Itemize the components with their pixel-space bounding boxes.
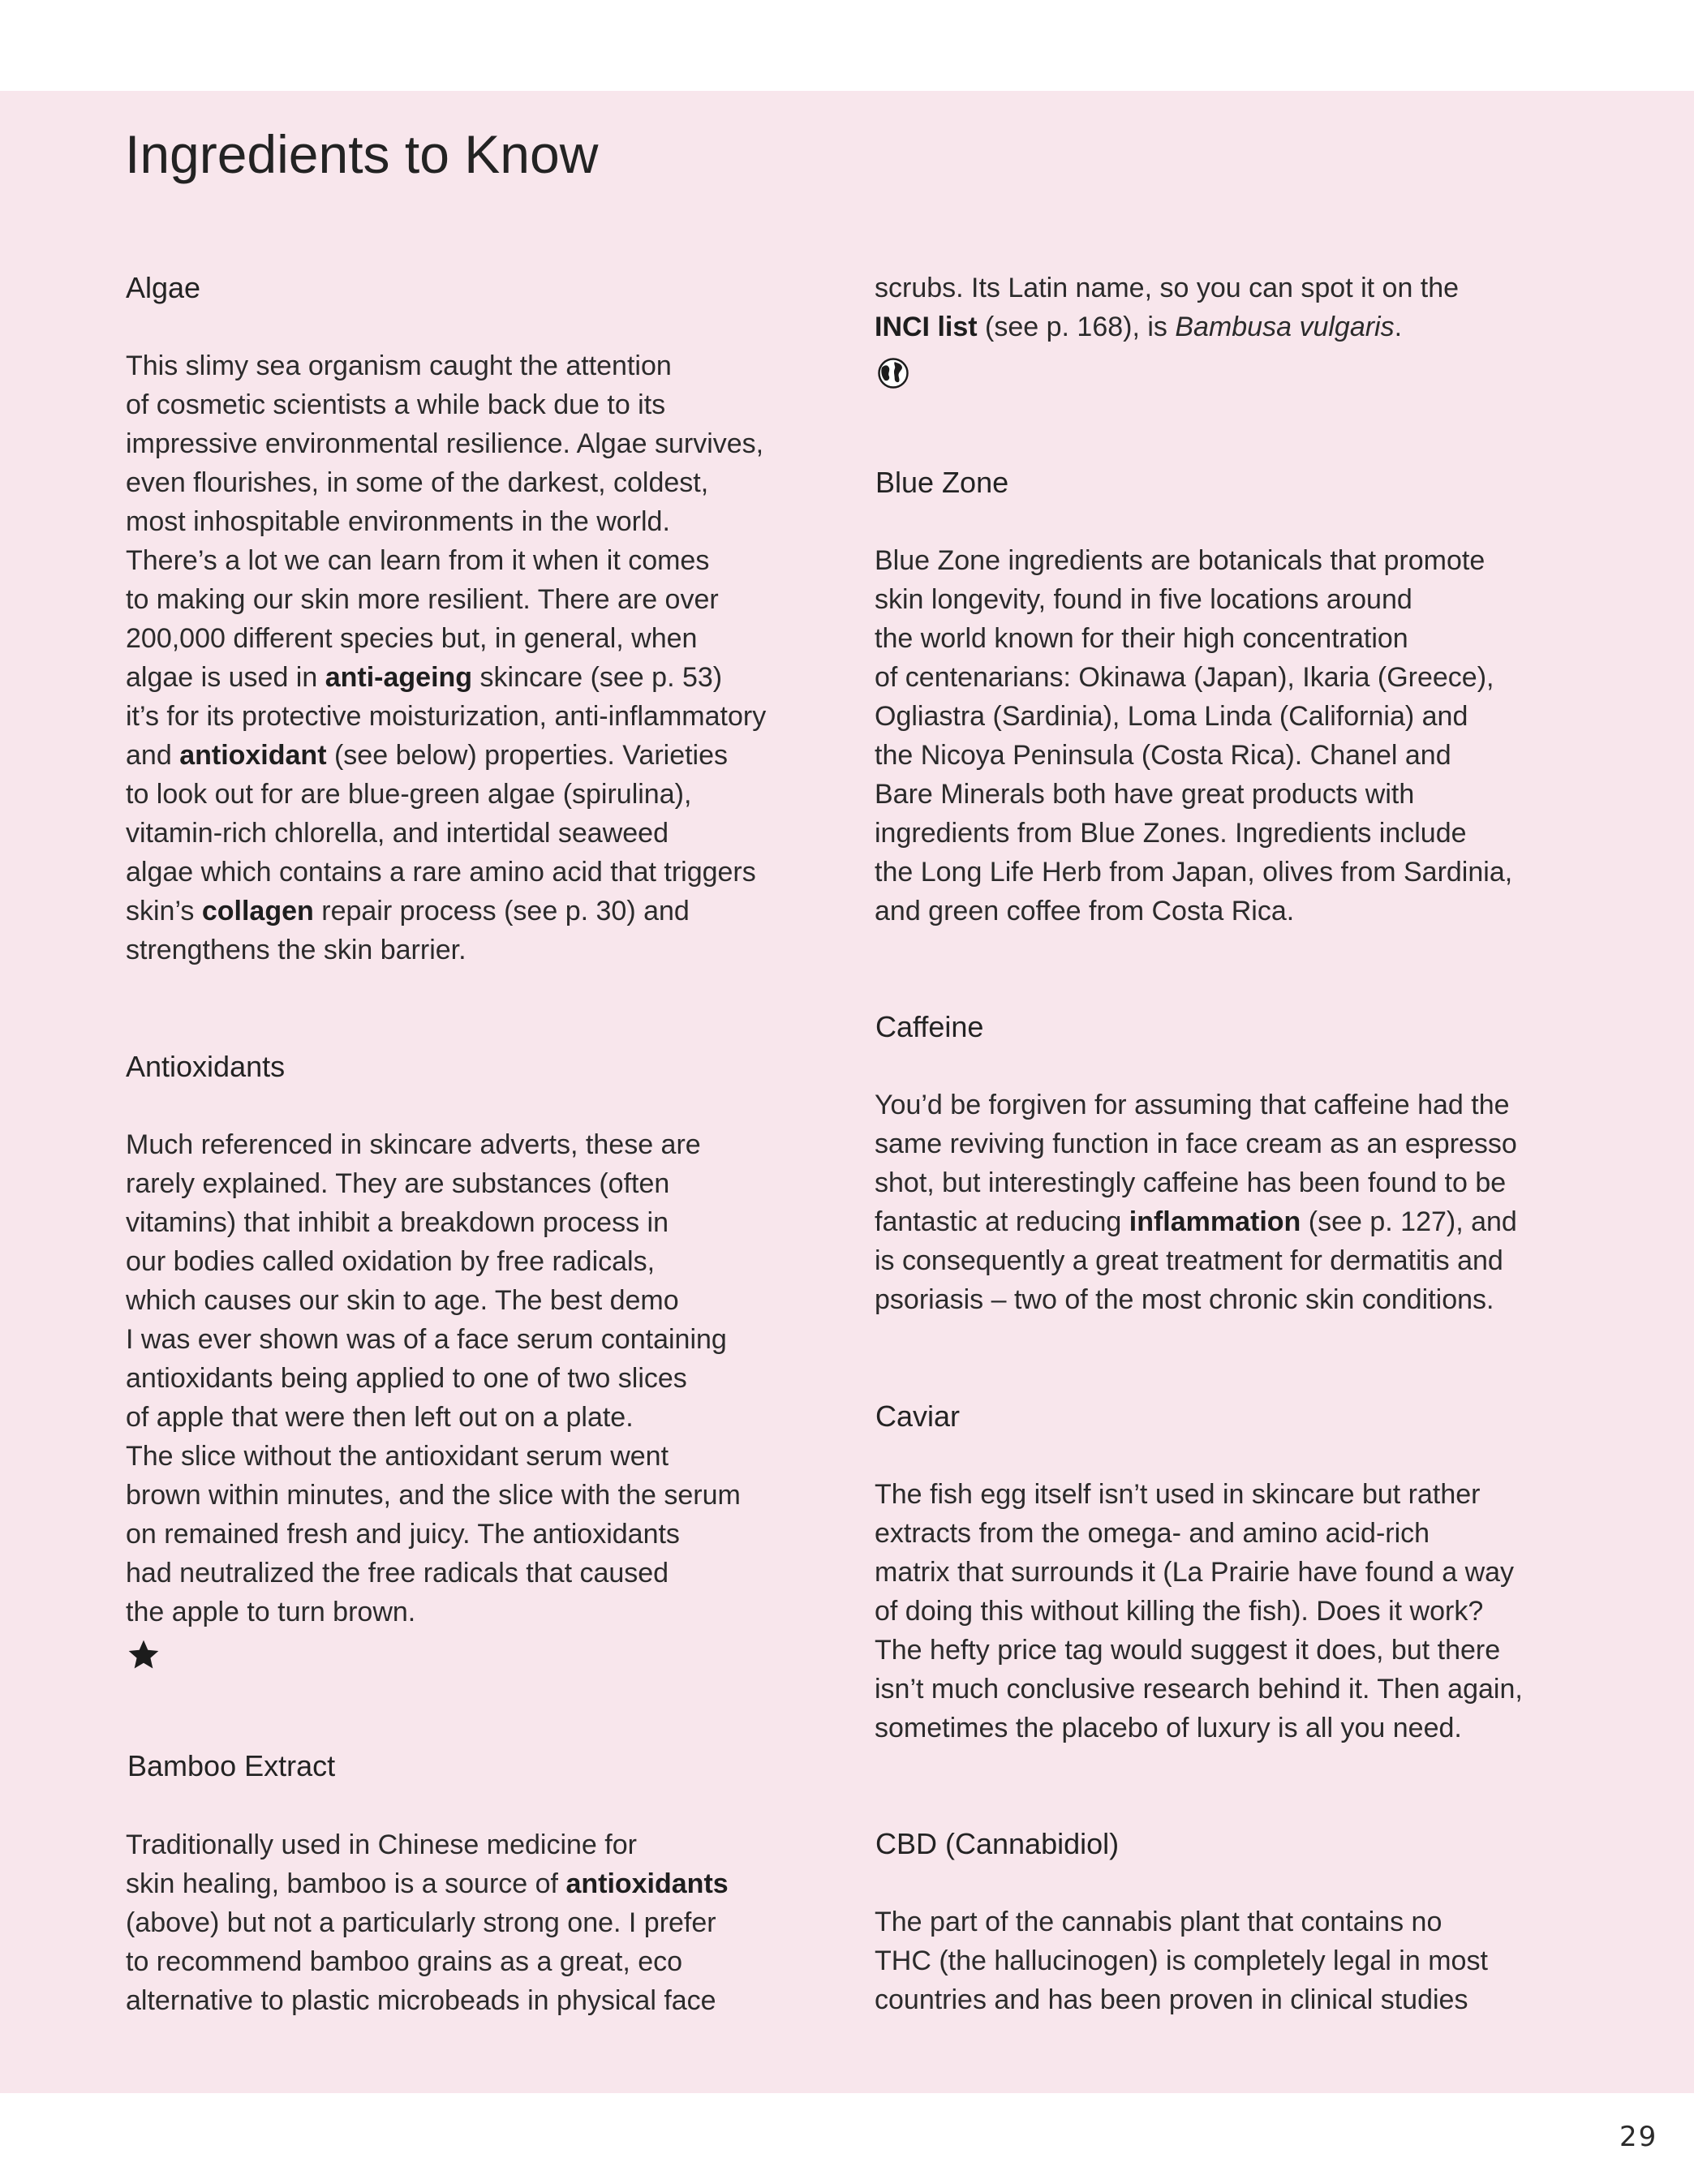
text-line: alternative to plastic microbeads in physical face bbox=[126, 1985, 716, 2016]
entry-heading-blue-zone: Blue Zone bbox=[875, 466, 1009, 499]
entry-body-cbd bbox=[875, 1902, 1605, 2019]
cross-reference-inflammation: inflammation bbox=[1129, 1206, 1301, 1237]
cross-reference-collagen: collagen bbox=[201, 896, 314, 926]
text-line: Blue Zone ingredients are botanicals that promote bbox=[875, 545, 1485, 576]
text-line: Bare Minerals both have great products with bbox=[875, 779, 1415, 810]
entry-body-caffeine bbox=[875, 1086, 1605, 1319]
text-line: THC (the hallucinogen) is completely legal in most bbox=[875, 1945, 1488, 1976]
text-line: to making our skin more resilient. There are over bbox=[126, 584, 719, 615]
text-line: to look out for are blue-green algae (spirulina), bbox=[126, 779, 692, 810]
text-line: isn’t much conclusive research behind it. Then again, bbox=[875, 1674, 1523, 1705]
text-line: shot, but interestingly caffeine has been found to be bbox=[875, 1167, 1507, 1198]
star-icon bbox=[126, 1637, 161, 1673]
text-line: rarely explained. They are substances (often bbox=[126, 1168, 670, 1199]
text-line: the world known for their high concentration bbox=[875, 623, 1408, 654]
text-line: The slice without the antioxidant serum went bbox=[126, 1441, 669, 1472]
text-line: even flourishes, in some of the darkest, coldest, bbox=[126, 467, 709, 498]
text-line: extracts from the omega- and amino acid-rich bbox=[875, 1518, 1430, 1549]
text-line: strengthens the skin barrier. bbox=[126, 935, 466, 965]
text-line: algae is used in anti-ageing skincare (see p. 53) bbox=[126, 662, 723, 693]
entry-heading-antioxidants: Antioxidants bbox=[126, 1050, 286, 1083]
entry-heading-bamboo-extract: Bamboo Extract bbox=[127, 1749, 336, 1782]
text-line: The hefty price tag would suggest it does, but there bbox=[875, 1635, 1501, 1666]
text-line: on remained fresh and juicy. The antioxidants bbox=[126, 1519, 680, 1550]
text-line: of doing this without killing the fish). Does it work? bbox=[875, 1596, 1484, 1627]
text-line: (above) but not a particularly strong one. I prefer bbox=[126, 1907, 716, 1938]
text-line: same reviving function in face cream as an espresso bbox=[875, 1129, 1517, 1159]
text-line: of centenarians: Okinawa (Japan), Ikaria (Greece), bbox=[875, 662, 1494, 693]
text-line: There’s a lot we can learn from it when it comes bbox=[126, 545, 710, 576]
text-line: ingredients from Blue Zones. Ingredients include bbox=[875, 818, 1467, 849]
text-line: The part of the cannabis plant that contains no bbox=[875, 1907, 1442, 1937]
left-column bbox=[126, 0, 840, 2093]
text-line: matrix that surrounds it (La Prairie have found a way bbox=[875, 1557, 1515, 1588]
text-line: INCI list (see p. 168), is Bambusa vulgaris. bbox=[875, 312, 1403, 342]
text-line: I was ever shown was of a face serum containing bbox=[126, 1324, 727, 1355]
text-line: to recommend bamboo grains as a great, eco bbox=[126, 1946, 683, 1977]
text-line: and antioxidant (see below) properties. Varieties bbox=[126, 740, 729, 771]
entry-body-bamboo-extract bbox=[126, 1825, 856, 2020]
text-line: it’s for its protective moisturization, anti-inflammatory bbox=[126, 701, 767, 732]
text-line: Ogliastra (Sardinia), Loma Linda (California) and bbox=[875, 701, 1468, 732]
text-line: which causes our skin to age. The best demo bbox=[126, 1285, 679, 1316]
text-line: fantastic at reducing inflammation (see p. 127), and bbox=[875, 1206, 1517, 1237]
entry-body-bamboo-extract-continued bbox=[875, 269, 1605, 346]
text-line: the apple to turn brown. bbox=[126, 1597, 416, 1627]
text-line: You’d be forgiven for assuming that caffeine had the bbox=[875, 1090, 1510, 1120]
text-line: skin healing, bamboo is a source of antioxidants bbox=[126, 1868, 729, 1899]
text-line: impressive environmental resilience. Algae survives, bbox=[126, 428, 764, 459]
text-line: antioxidants being applied to one of two slices bbox=[126, 1363, 687, 1394]
entry-body-caviar bbox=[875, 1475, 1605, 1748]
text-line: Much referenced in skincare adverts, these are bbox=[126, 1129, 701, 1160]
text-line: scrubs. Its Latin name, so you can spot it on the bbox=[875, 273, 1460, 303]
text-line: and green coffee from Costa Rica. bbox=[875, 896, 1295, 926]
text-line: 200,000 different species but, in general, when bbox=[126, 623, 698, 654]
text-line: brown within minutes, and the slice with the serum bbox=[126, 1480, 741, 1511]
text-line: the Long Life Herb from Japan, olives from Sardinia, bbox=[875, 857, 1513, 888]
entry-heading-algae: Algae bbox=[126, 271, 201, 304]
text-line: most inhospitable environments in the world. bbox=[126, 506, 670, 537]
globe-icon bbox=[876, 356, 910, 390]
entry-heading-caffeine: Caffeine bbox=[875, 1010, 984, 1043]
text-line: our bodies called oxidation by free radicals, bbox=[126, 1246, 656, 1277]
entry-heading-cbd: CBD (Cannabidiol) bbox=[875, 1827, 1120, 1860]
text-line: vitamins) that inhibit a breakdown process in bbox=[126, 1207, 669, 1238]
text-line: sometimes the placebo of luxury is all you need. bbox=[875, 1713, 1462, 1743]
entry-heading-caviar: Caviar bbox=[875, 1399, 961, 1433]
text-line: is consequently a great treatment for dermatitis and bbox=[875, 1245, 1503, 1276]
cross-reference-inci-list: INCI list bbox=[875, 312, 978, 342]
right-column bbox=[875, 0, 1589, 2093]
text-line: countries and has been proven in clinical studies bbox=[875, 1984, 1468, 2015]
text-line: the Nicoya Peninsula (Costa Rica). Chanel and bbox=[875, 740, 1451, 771]
entry-body-antioxidants bbox=[126, 1125, 856, 1632]
text-line: of cosmetic scientists a while back due to its bbox=[126, 389, 666, 420]
text-line: algae which contains a rare amino acid that triggers bbox=[126, 857, 756, 888]
text-line: skin longevity, found in five locations around bbox=[875, 584, 1412, 615]
text-line: Traditionally used in Chinese medicine for bbox=[126, 1829, 637, 1860]
text-line: psoriasis – two of the most chronic skin conditions. bbox=[875, 1284, 1494, 1315]
cross-reference-anti-ageing: anti-ageing bbox=[325, 662, 473, 693]
page-number: 29 bbox=[1619, 2121, 1658, 2153]
text-line: vitamin-rich chlorella, and intertidal seaweed bbox=[126, 818, 669, 849]
page-title: Ingredients to Know bbox=[125, 124, 599, 184]
cross-reference-antioxidants: antioxidants bbox=[565, 1868, 729, 1899]
text-line: This slimy sea organism caught the attention bbox=[126, 350, 672, 381]
cross-reference-antioxidant: antioxidant bbox=[179, 740, 327, 771]
text-line: skin’s collagen repair process (see p. 30) and bbox=[126, 896, 690, 926]
text-line: of apple that were then left out on a plate. bbox=[126, 1402, 634, 1433]
entry-body-blue-zone bbox=[875, 541, 1605, 931]
entry-body-algae bbox=[126, 346, 856, 969]
text-line: had neutralized the free radicals that caused bbox=[126, 1558, 669, 1589]
text-line: The fish egg itself isn’t used in skincare but rather bbox=[875, 1479, 1481, 1510]
